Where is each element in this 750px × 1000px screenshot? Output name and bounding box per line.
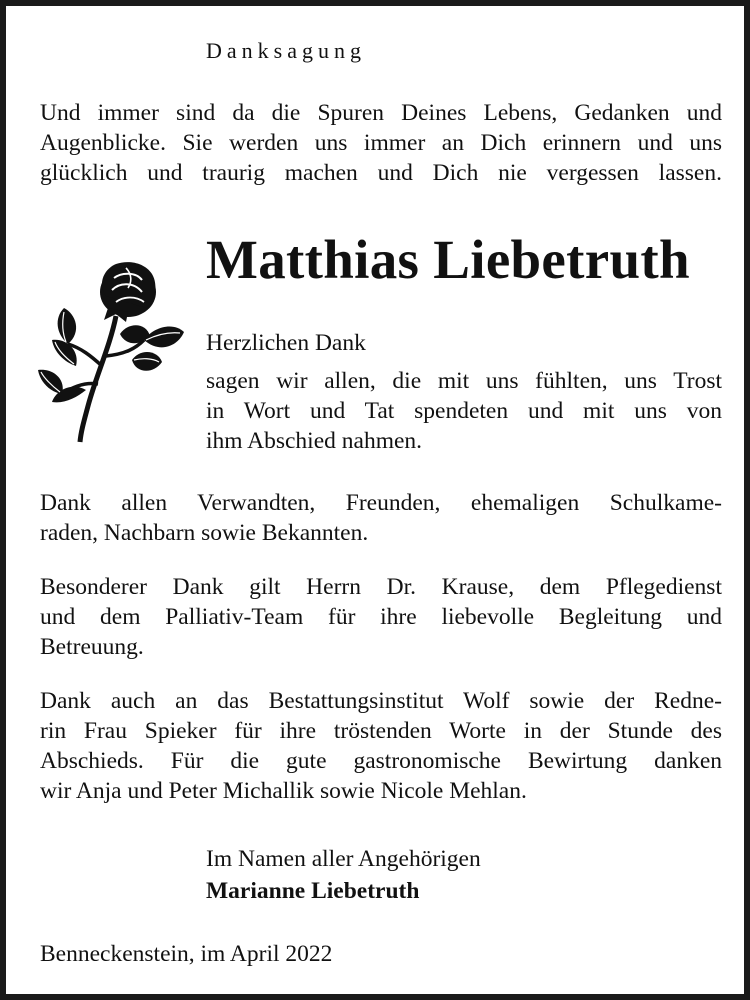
- paragraph-line: Betreuung.: [40, 634, 144, 660]
- thanks-title: Herzlichen Dank: [206, 330, 366, 356]
- rose-icon: [36, 256, 186, 446]
- thanks-body: [206, 366, 722, 456]
- signature-line: Im Namen aller Angehörigen: [206, 846, 481, 872]
- place-date: Benneckenstein, im April 2022: [40, 941, 333, 967]
- intro-line: glücklich und traurig machen und Dich nie vergessen lassen.: [40, 160, 722, 186]
- intro-line: Augenblicke. Sie werden uns immer an Dich erinnern und uns: [40, 130, 722, 156]
- intro-text: [40, 98, 722, 188]
- paragraph-line: Dank auch an das Bestattungsinstitut Wolf sowie der Redne-: [40, 688, 722, 714]
- paragraph-line: Abschieds. Für die gute gastronomische Bewirtung danken: [40, 748, 722, 774]
- intro-line: Und immer sind da die Spuren Deines Lebens, Gedanken und: [40, 100, 722, 126]
- deceased-name: Matthias Liebetruth: [206, 229, 690, 290]
- paragraph-line: Dank allen Verwandten, Freunden, ehemaligen Schulkame-: [40, 490, 722, 516]
- thanks-line: ihm Abschied nahmen.: [206, 428, 423, 454]
- paragraph-care: [40, 572, 722, 662]
- thanks-line: sagen wir allen, die mit uns fühlten, uns Trost: [206, 368, 722, 394]
- heading: Danksagung: [206, 38, 366, 63]
- paragraph-line: raden, Nachbarn sowie Bekannten.: [40, 520, 369, 546]
- paragraph-line: rin Frau Spieker für ihre tröstenden Worte in der Stunde des: [40, 718, 722, 744]
- paragraph-line: wir Anja und Peter Michallik sowie Nicole Mehlan.: [40, 778, 527, 804]
- thanks-line: in Wort und Tat spendeten und mit uns von: [206, 398, 722, 424]
- paragraph-relatives: [40, 488, 722, 548]
- paragraph-line: und dem Palliativ-Team für ihre liebevolle Begleitung und: [40, 604, 722, 630]
- paragraph-line: Besonderer Dank gilt Herrn Dr. Krause, dem Pflegedienst: [40, 574, 722, 600]
- paragraph-funeral: [40, 686, 722, 806]
- signature-name: Marianne Liebetruth: [206, 878, 420, 904]
